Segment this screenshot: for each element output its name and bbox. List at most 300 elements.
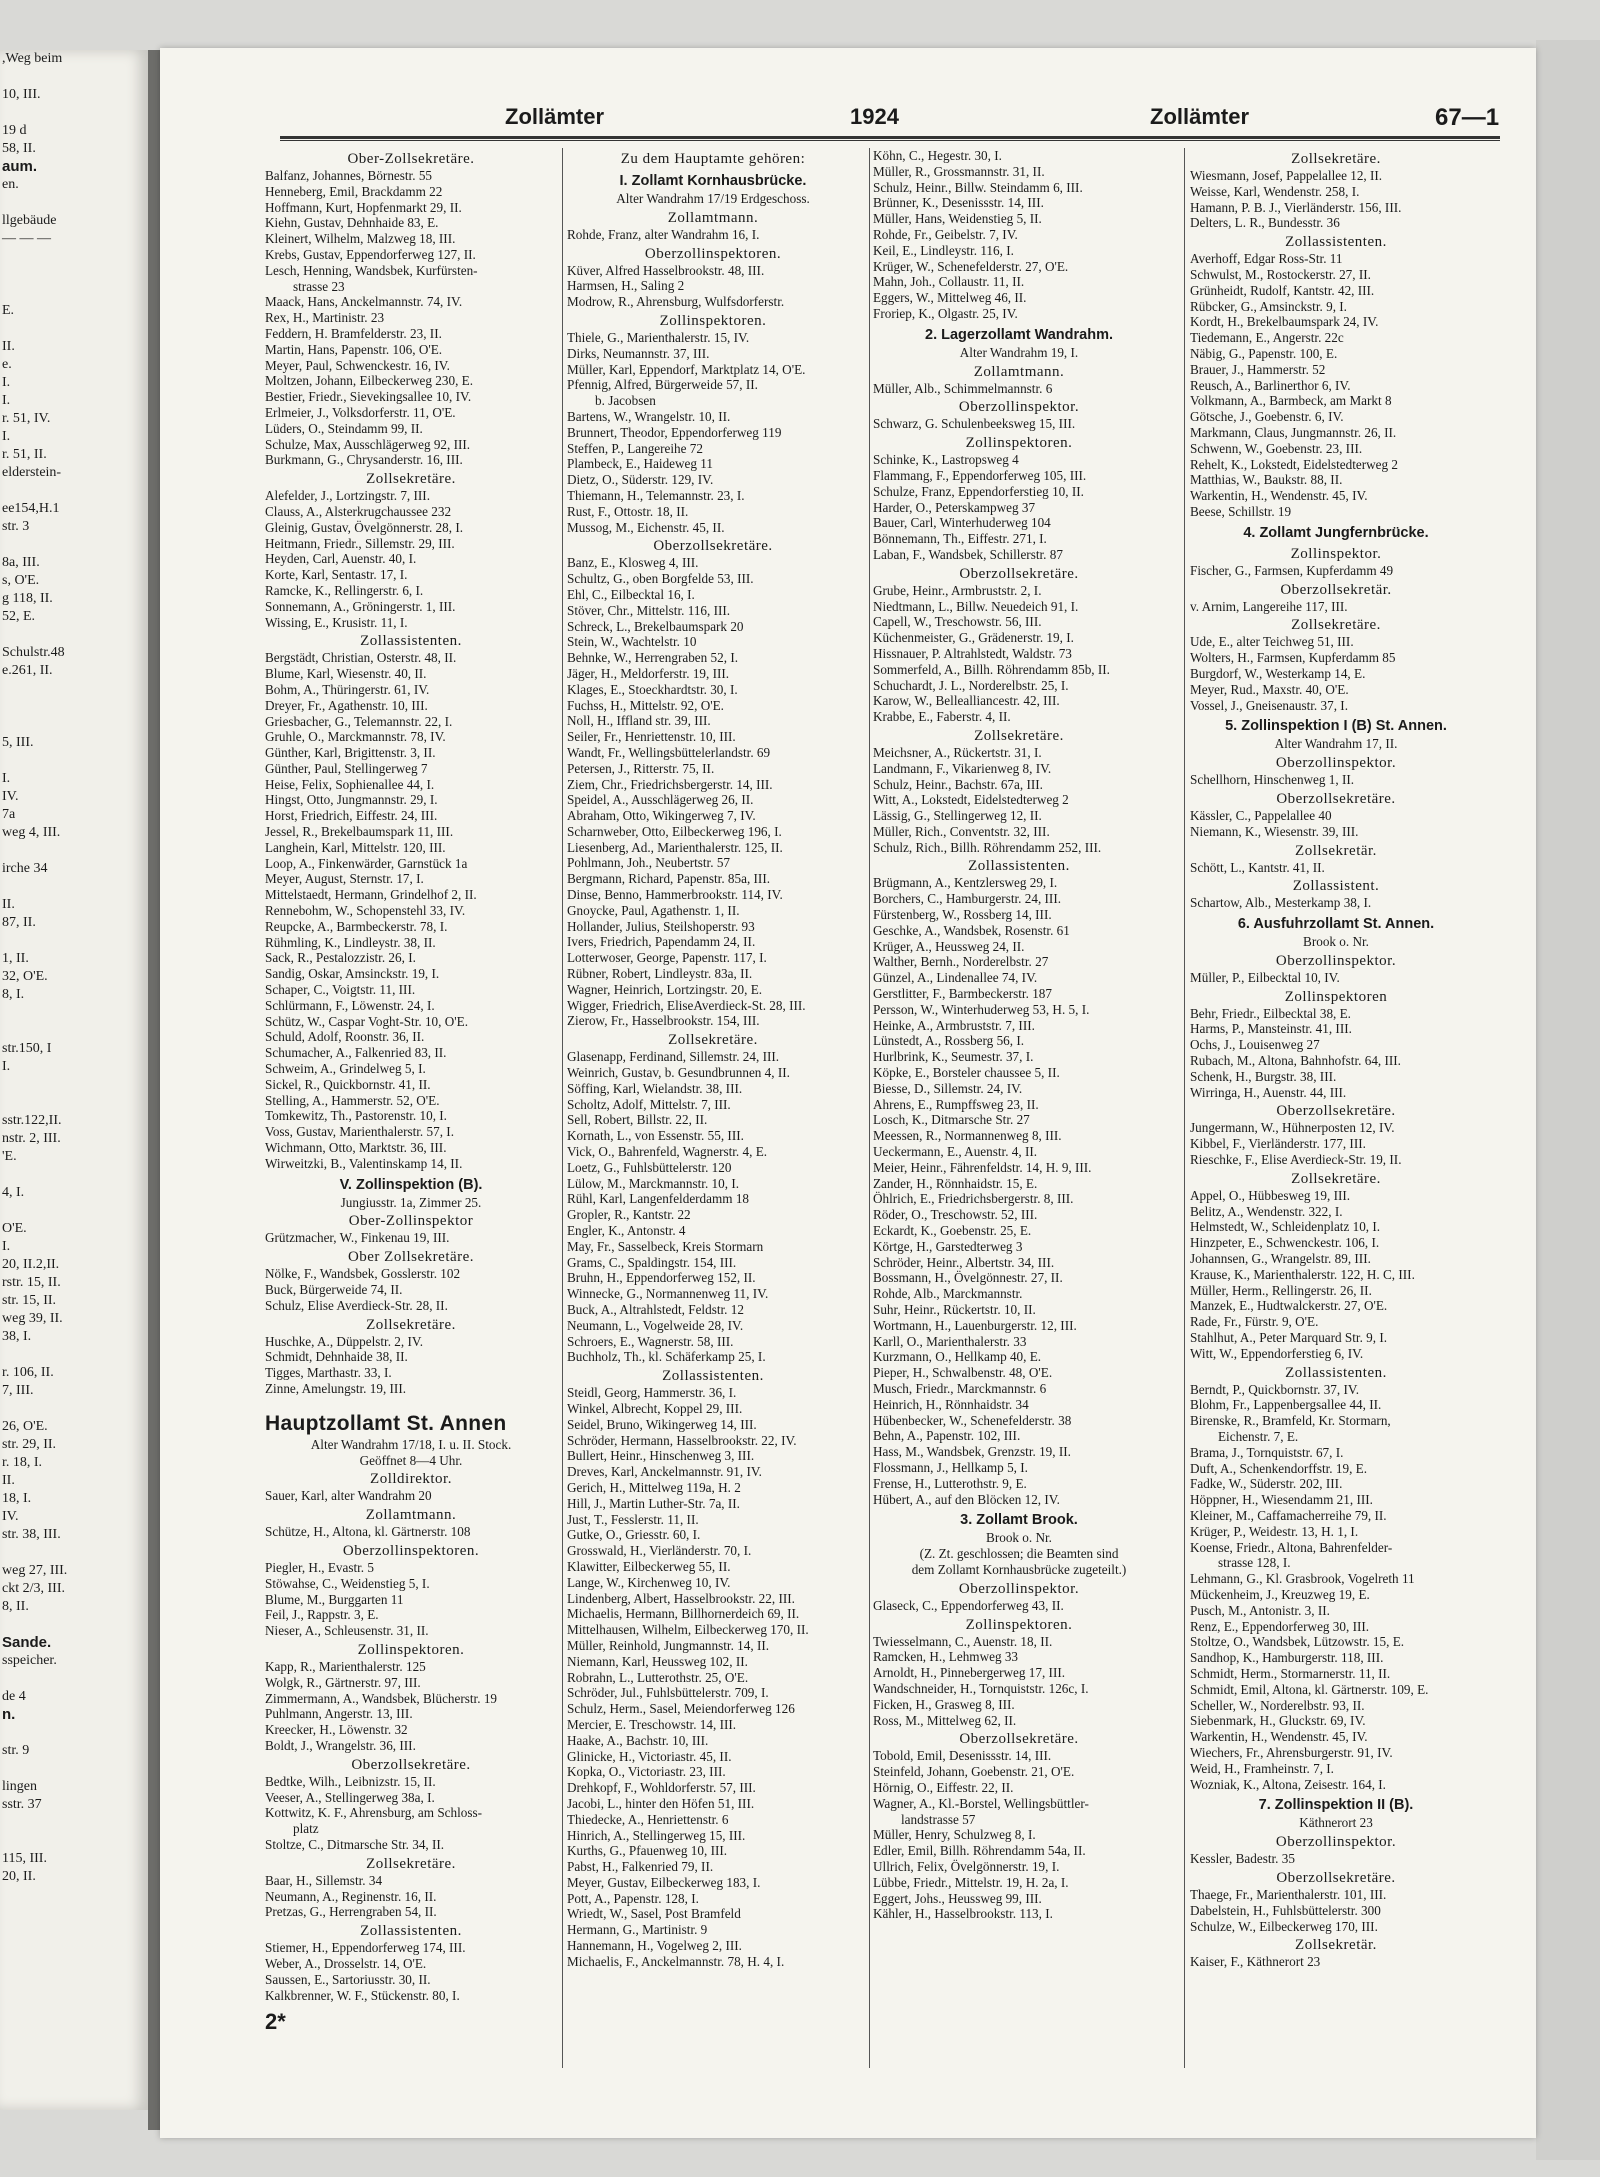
directory-entry: Laban, F., Wandsbek, Schillerstr. 87 <box>873 546 1063 562</box>
directory-entry: Meyer, Paul, Schwenckestr. 16, IV. <box>265 357 450 373</box>
directory-entry: Baar, H., Sillemstr. 34 <box>265 1872 383 1888</box>
directory-entry: Grünheidt, Rudolf, Kantstr. 42, III. <box>1190 282 1375 298</box>
directory-entry: Flossmann, J., Hellkamp 5, I. <box>873 1459 1028 1475</box>
entry-continuation: strasse 23 <box>293 278 345 294</box>
prev-page-line <box>0 320 148 338</box>
directory-entry: Heinke, A., Armbruststr. 7, III. <box>873 1017 1035 1033</box>
directory-entry: Rieschke, F., Elise Averdieck-Str. 19, II. <box>1190 1152 1402 1168</box>
header-rule <box>280 136 1500 139</box>
directory-entry: Jäger, H., Meldorferstr. 19, III. <box>567 665 730 681</box>
section-heading: Ober-Zollinspektor <box>348 1213 474 1230</box>
directory-entry: Schulze, W., Eilbeckerweg 170, III. <box>1190 1918 1378 1934</box>
directory-entry: Lotterwoser, George, Papenstr. 117, I. <box>567 950 767 966</box>
section-heading: Ober-Zollsekretäre. <box>347 151 475 167</box>
directory-entry: Kurzmann, O., Hellkamp 40, E. <box>873 1349 1042 1365</box>
section-heading: Zollsekretäre. <box>1291 617 1381 634</box>
directory-entry: Schinke, K., Lastropsweg 4 <box>873 452 1019 468</box>
directory-entry: Huschke, A., Düppelstr. 2, IV. <box>265 1333 423 1349</box>
directory-entry: Hamann, P. B. J., Vierländerstr. 156, III. <box>1190 199 1402 215</box>
directory-entry: Stahlhut, A., Peter Marquard Str. 9, I. <box>1190 1330 1388 1346</box>
directory-entry: Ramcken, H., Lehmweg 33 <box>873 1649 1019 1665</box>
directory-entry: Kreecker, H., Löwenstr. 32 <box>265 1722 408 1738</box>
directory-entry: Rübner, Robert, Lindleystr. 83a, II. <box>567 966 753 982</box>
directory-entry: Landmann, F., Vikarienweg 8, IV. <box>873 760 1052 776</box>
prev-page-line: I. <box>2 375 11 390</box>
directory-entry: Günzel, A., Lindenallee 74, IV. <box>873 970 1038 986</box>
directory-entry: Stoltze, O., Wandsbek, Lützowstr. 15, E. <box>1190 1634 1405 1650</box>
directory-entry: Karow, W., Bellealliancestr. 42, III. <box>873 693 1060 709</box>
prev-page-line <box>0 680 148 698</box>
directory-entry: Schwulst, M., Rostockerstr. 27, II. <box>1190 266 1371 282</box>
section-heading: Oberzollsekretäre. <box>1276 1869 1396 1886</box>
prev-page-line <box>0 68 148 86</box>
prev-page-line: s, O'E. <box>2 573 40 588</box>
header-year: 1924 <box>850 104 899 129</box>
directory-entry: Lindenberg, Albert, Hasselbrookstr. 22, III. <box>567 1590 795 1606</box>
section-heading: Oberzollinspektor. <box>958 1580 1080 1597</box>
directory-entry: Lehmann, G., Kl. Grasbrook, Vogelreth 11 <box>1190 1571 1415 1587</box>
directory-entry: Weisse, Karl, Wendenstr. 258, I. <box>1190 183 1360 199</box>
prev-page-line: sspeicher. <box>2 1653 57 1668</box>
prev-page-line: 20, II. <box>2 1869 36 1884</box>
directory-entry: Ullrich, Felix, Övelgönnerstr. 19, I. <box>873 1858 1060 1874</box>
directory-entry: Schulze, Franz, Eppendorferstieg 10, II. <box>873 483 1084 499</box>
prev-page-line: I. <box>2 429 11 444</box>
directory-entry: Müller, Karl, Eppendorf, Marktplatz 14, O'E. <box>567 361 806 377</box>
directory-entry: Ramcke, K., Rellingerstr. 6, I. <box>265 582 424 598</box>
section-heading: Zollsekretäre. <box>668 1032 758 1049</box>
directory-entry: Helmstedt, W., Schleidenplatz 10, I. <box>1190 1219 1381 1235</box>
section-heading: Zollinspektoren. <box>965 1616 1073 1633</box>
directory-page <box>160 48 1536 2138</box>
directory-entry: Schulz, Rich., Billh. Röhrendamm 252, III. <box>873 839 1102 855</box>
directory-entry: Heise, Felix, Sophienallee 44, I. <box>265 776 435 792</box>
directory-entry: Banz, E., Klosweg 4, III. <box>567 555 699 571</box>
directory-entry: Edler, Emil, Billh. Röhrendamm 54a, II. <box>873 1843 1086 1859</box>
prev-page-line: ckt 2/3, III. <box>2 1581 65 1596</box>
prev-page-line: II. <box>2 897 15 912</box>
directory-entry: Klawitter, Eilbeckerweg 55, II. <box>567 1558 731 1574</box>
directory-entry: Heitmann, Friedr., Sillemstr. 29, III. <box>265 535 455 551</box>
prev-page-line: irche 34 <box>2 861 48 876</box>
directory-entry: Meyer, Rud., Maxstr. 40, O'E. <box>1190 681 1349 697</box>
directory-entry: Ficken, H., Grasweg 8, III. <box>873 1696 1015 1712</box>
office-address: Alter Wandrahm 17/19 Erdgeschoss. <box>616 191 810 206</box>
directory-entry: Eggers, W., Mittelweg 46, II. <box>873 290 1027 306</box>
directory-entry: Volkmann, A., Barmbeck, am Markt 8 <box>1190 393 1392 409</box>
directory-entry: Brunnert, Theodor, Eppendorferweg 119 <box>567 424 782 440</box>
directory-entry: Lülow, M., Marckmannstr. 10, I. <box>567 1175 740 1191</box>
column-divider <box>1184 148 1185 2068</box>
directory-entry: Scholtz, Adolf, Mittelstr. 7, III. <box>567 1096 731 1112</box>
directory-entry: Schött, L., Kantstr. 41, II. <box>1190 859 1325 875</box>
directory-entry: Loetz, G., Fuhlsbüttelerstr. 120 <box>567 1159 732 1175</box>
directory-entry: Thiedecke, A., Henriettenstr. 6 <box>567 1811 729 1827</box>
directory-entry: Schulz, Heinr., Bachstr. 67a, III. <box>873 776 1043 792</box>
directory-entry: Hannemann, H., Vogelweg 2, III. <box>567 1938 742 1954</box>
prev-page-line <box>0 536 148 554</box>
directory-entry: Wolters, H., Farmsen, Kupferdamm 85 <box>1190 650 1396 666</box>
directory-entry: Schröder, Jul., Fuhlsbüttelerstr. 709, I. <box>567 1685 769 1701</box>
directory-entry: Näbig, G., Papenstr. 100, E. <box>1190 345 1338 361</box>
directory-entry: Keil, E., Lindleystr. 116, I. <box>873 242 1014 258</box>
directory-entry: Schwenn, W., Goebenstr. 23, III. <box>1190 440 1363 456</box>
directory-entry: Liesenberg, Ad., Marienthalerstr. 125, II. <box>567 839 783 855</box>
prev-page-line: str. 3 <box>2 519 30 534</box>
directory-entry: Moltzen, Johann, Eilbeckerweg 230, E. <box>265 373 474 389</box>
office-address: Alter Wandrahm 19, I. <box>959 344 1079 360</box>
directory-entry: Belitz, A., Wendenstr. 322, I. <box>1190 1203 1343 1219</box>
directory-entry: Stöver, Chr., Mittelstr. 116, III. <box>567 602 731 618</box>
section-heading: Oberzollinspektor. <box>1275 952 1397 969</box>
directory-entry: Rohde, Fr., Geibelstr. 7, IV. <box>873 226 1018 242</box>
directory-entry: Rübcker, G., Amsinckstr. 9, I. <box>1190 298 1347 314</box>
directory-entry: Jungermann, W., Hühnerposten 12, IV. <box>1190 1120 1395 1136</box>
directory-entry: Krabbe, E., Faberstr. 4, II. <box>873 709 1011 725</box>
directory-entry: Warkentin, H., Wendenstr. 45, IV. <box>1190 1729 1368 1745</box>
directory-entry: Mussog, M., Eichenstr. 45, II. <box>567 519 725 535</box>
prev-page-line: r. 106, II. <box>2 1365 54 1380</box>
directory-entry: Krause, K., Marienthalerstr. 122, H. C, III. <box>1190 1266 1415 1282</box>
directory-entry: Vossel, J., Gneisenaustr. 37, I. <box>1190 697 1348 713</box>
directory-entry: Hass, M., Wandsbek, Grenzstr. 19, II. <box>873 1444 1071 1460</box>
directory-entry: Appel, O., Hübbesweg 19, III. <box>1190 1187 1351 1203</box>
directory-entry: Blume, Karl, Wiesenstr. 40, II. <box>265 666 427 682</box>
section-heading: Zollsekretäre. <box>1291 151 1381 167</box>
directory-entry: Capell, W., Treschowstr. 56, III. <box>873 614 1042 630</box>
directory-entry: Wandt, Fr., Wellingsbüttelerlandstr. 69 <box>567 744 771 760</box>
section-heading: Ober Zollsekretäre. <box>347 1249 475 1266</box>
directory-entry: Maack, Hans, Anckelmannstr. 74, IV. <box>265 294 463 310</box>
section-heading: Zollassistenten. <box>968 858 1070 875</box>
directory-entry: Ochs, J., Louisenweg 27 <box>1190 1037 1320 1053</box>
directory-entry: Dinse, Benno, Hammerbrookstr. 114, IV. <box>567 887 783 903</box>
directory-entry: Kurths, G., Pfauenweg 10, III. <box>567 1843 728 1859</box>
directory-entry: Brauer, J., Hammerstr. 52 <box>1190 361 1326 377</box>
directory-entry: Griesbacher, G., Telemannstr. 22, I. <box>265 713 453 729</box>
directory-entry: Schulz, Herm., Sasel, Meiendorferweg 126 <box>567 1701 795 1717</box>
directory-entry: Wissing, E., Krusistr. 11, I. <box>265 614 408 630</box>
directory-entry: Loop, A., Finkenwärder, Garnstück 1a <box>265 855 468 871</box>
directory-entry: Brügmann, A., Kentzlersweg 29, I. <box>873 875 1058 891</box>
directory-entry: Hill, J., Martin Luther-Str. 7a, II. <box>567 1495 740 1511</box>
directory-entry: Haake, A., Bachstr. 10, III. <box>567 1732 709 1748</box>
directory-entry: Winnecke, G., Normannenweg 11, IV. <box>567 1286 769 1302</box>
prev-page-line: 1, II. <box>2 951 29 966</box>
entry-continuation: landstrasse 57 <box>901 1811 976 1827</box>
directory-entry: Drehkopf, F., Wohldorferstr. 57, III. <box>567 1780 756 1796</box>
office-heading: 6. Ausfuhrzollamt St. Annen. <box>1237 916 1435 933</box>
directory-entry: Bruhn, H., Eppendorferweg 152, II. <box>567 1270 756 1286</box>
directory-entry: Hurlbrink, K., Seumestr. 37, I. <box>873 1049 1034 1065</box>
office-heading: 7. Zollinspektion II (B). <box>1258 1797 1414 1814</box>
section-heading: Zollinspektoren. <box>965 435 1073 452</box>
directory-entry: Seiler, Fr., Henriettenstr. 10, III. <box>567 729 736 745</box>
directory-entry: Dreves, Karl, Anckelmannstr. 91, IV. <box>567 1464 762 1480</box>
directory-entry: Thiemann, H., Telemannstr. 23, I. <box>567 487 745 503</box>
directory-entry: Niemann, K., Wiesenstr. 39, III. <box>1190 823 1359 839</box>
directory-entry: Renz, E., Eppendorferweg 30, III. <box>1190 1618 1370 1634</box>
directory-entry: Biesse, D., Sillemstr. 24, IV. <box>873 1080 1023 1096</box>
section-heading: Zollsekretäre. <box>1291 1170 1381 1187</box>
prev-page-line <box>0 1760 148 1778</box>
prev-page-line: r. 51, IV. <box>2 411 51 426</box>
prev-page-line: weg 4, III. <box>2 825 61 840</box>
section-heading: Zollinspektoren <box>1284 988 1388 1005</box>
directory-entry: Seidel, Bruno, Wikingerweg 14, III. <box>567 1416 757 1432</box>
directory-entry: Günther, Paul, Stellingerweg 7 <box>265 760 428 776</box>
directory-entry: Harder, O., Peterskampweg 37 <box>873 499 1036 515</box>
prev-page-line: 26, O'E. <box>2 1419 48 1434</box>
directory-entry: Eggert, Johs., Heussweg 99, III. <box>873 1890 1042 1906</box>
directory-entry: Steidl, Georg, Hammerstr. 36, I. <box>567 1385 737 1401</box>
directory-entry: Kalkbrenner, W. F., Stückenstr. 80, I. <box>265 1987 460 2003</box>
signature-mark: 2* <box>265 2009 286 2035</box>
directory-entry: Fischer, G., Farmsen, Kupferdamm 49 <box>1190 562 1394 578</box>
prev-page-line <box>0 482 148 500</box>
directory-entry: Zimmermann, A., Wandsbek, Blücherstr. 19 <box>265 1690 498 1706</box>
directory-entry: Bergmann, Richard, Papenstr. 85a, III. <box>567 871 771 887</box>
directory-entry: Eckardt, K., Goebenstr. 25, E. <box>873 1223 1032 1239</box>
prev-page-line <box>0 1004 148 1022</box>
section-heading: Oberzollsekretär. <box>1280 581 1392 598</box>
directory-entry: Frense, H., Lutterothstr. 9, E. <box>873 1475 1027 1491</box>
directory-entry: Hollander, Julius, Steilshoperstr. 93 <box>567 918 755 934</box>
prev-page-line: sstr.122,II. <box>2 1113 62 1128</box>
directory-entry: Sommerfeld, A., Billh. Röhrendamm 85b, II. <box>873 661 1110 677</box>
directory-entry: Bauer, Carl, Winterhuderweg 104 <box>873 515 1051 531</box>
directory-entry: Schenk, H., Burgstr. 38, III. <box>1190 1068 1337 1084</box>
section-heading: Oberzollinspektor. <box>958 399 1080 416</box>
directory-entry: Küchenmeister, G., Grädenerstr. 19, I. <box>873 630 1074 646</box>
directory-entry: Wortmann, H., Lauenburgerstr. 12, III. <box>873 1317 1077 1333</box>
directory-entry: Steffen, P., Langereihe 72 <box>567 440 703 456</box>
directory-entry: Schmidt, Herm., Stormarnerstr. 11, II. <box>1190 1665 1391 1681</box>
directory-entry: Birenske, R., Bramfeld, Kr. Stormarn, <box>1190 1413 1391 1429</box>
directory-entry: Meyer, Gustav, Eilbeckerweg 183, I. <box>567 1874 761 1890</box>
directory-entry: Karll, O., Marienthalerstr. 33 <box>873 1333 1027 1349</box>
directory-entry: Stein, W., Wachtelstr. 10 <box>567 634 697 650</box>
prev-page-line <box>0 878 148 896</box>
section-heading: Zollamtmann. <box>973 363 1065 380</box>
directory-entry: Krüger, W., Schenefelderstr. 27, O'E. <box>873 258 1069 274</box>
directory-entry: Just, T., Fesslerstr. 11, II. <box>567 1511 699 1527</box>
directory-entry: Scharnweber, Otto, Eilbeckerweg 196, I. <box>567 823 782 839</box>
prev-page-line: IV. <box>2 789 19 804</box>
directory-entry: Wozniak, K., Altona, Zeisestr. 164, I. <box>1190 1776 1386 1792</box>
prev-page-line: weg 39, II. <box>2 1311 63 1326</box>
directory-entry: Steinfeld, Johann, Goebenstr. 21, O'E. <box>873 1764 1075 1780</box>
directory-entry: Rubach, M., Altona, Bahnhofstr. 64, III. <box>1190 1053 1401 1069</box>
directory-entry: Arnoldt, H., Pinnebergerweg 17, III. <box>873 1665 1066 1681</box>
directory-entry: Gutke, O., Griesstr. 60, I. <box>567 1527 701 1543</box>
directory-entry: Wandschneider, H., Tornquiststr. 126c, I. <box>873 1680 1089 1696</box>
office-address: Brook o. Nr. <box>986 1530 1052 1546</box>
office-address: Geöffnet 8—4 Uhr. <box>359 1452 463 1468</box>
directory-entry: Martin, Hans, Papenstr. 106, O'E. <box>265 341 443 357</box>
entry-continuation: Eichenstr. 7, E. <box>1218 1429 1299 1445</box>
entry-continuation: platz <box>293 1821 319 1837</box>
directory-entry: v. Arnim, Langereihe 117, III. <box>1190 598 1348 614</box>
directory-entry: Dabelstein, H., Fuhlsbüttelerstr. 300 <box>1190 1902 1381 1918</box>
directory-entry: Engler, K., Antonstr. 4 <box>567 1223 686 1239</box>
directory-entry: Glaseck, C., Eppendorferweg 43, II. <box>873 1597 1064 1613</box>
section-heading: Oberzollinspektoren. <box>644 245 782 262</box>
prev-page-line <box>0 1814 148 1832</box>
directory-entry: Wagner, A., Kl.-Borstel, Wellingsbüttler- <box>873 1795 1089 1811</box>
directory-entry: Köhn, C., Hegestr. 30, I. <box>873 148 1002 163</box>
previous-page-fragment <box>0 50 148 2110</box>
directory-entry: Sauer, Karl, alter Wandrahm 20 <box>265 1488 432 1504</box>
directory-entry: Losch, K., Ditmarsche Str. 27 <box>873 1112 1030 1128</box>
scan-edge <box>1536 40 1600 2160</box>
prev-page-line: O'E. <box>2 1221 27 1236</box>
prev-page-line <box>0 1166 148 1184</box>
prev-page-line: aum. <box>2 158 38 175</box>
directory-entry: Petersen, J., Ritterstr. 75, II. <box>567 760 715 776</box>
main-office-heading: Hauptzollamt St. Annen <box>265 1411 507 1435</box>
section-heading: Zollsekretäre. <box>974 727 1064 744</box>
directory-entry: Dietz, O., Süderstr. 129, IV. <box>567 472 714 488</box>
directory-entry: Stöwahse, C., Weidenstieg 5, I. <box>265 1575 430 1591</box>
directory-entry: Körtge, H., Garstedterweg 3 <box>873 1238 1023 1254</box>
directory-entry: Behr, Friedr., Eilbecktal 38, E. <box>1190 1005 1351 1021</box>
directory-entry: Bergstädt, Christian, Osterstr. 48, II. <box>265 650 457 666</box>
prev-page-line: IV. <box>2 1509 19 1524</box>
directory-entry: Dreyer, Fr., Agathenstr. 10, III. <box>265 697 428 713</box>
prev-page-line <box>0 1832 148 1850</box>
directory-entry: Bönnemann, Th., Eiffestr. 271, I. <box>873 531 1047 547</box>
prev-page-line: 8, I. <box>2 987 25 1002</box>
directory-entry: Matthias, W., Baukstr. 88, II. <box>1190 472 1343 488</box>
directory-entry: Rehelt, K., Lokstedt, Eidelstedterweg 2 <box>1190 456 1399 472</box>
directory-entry: Johannsen, G., Wrangelstr. 89, III. <box>1190 1251 1371 1267</box>
directory-entry: Schaper, C., Voigtstr. 11, III. <box>265 982 416 998</box>
prev-page-line <box>0 842 148 860</box>
directory-entry: Kessler, Badestr. 35 <box>1190 1851 1295 1867</box>
prev-page-line: Schulstr.48 <box>2 645 65 660</box>
column-3 <box>873 148 1165 1922</box>
prev-page-line <box>0 1400 148 1418</box>
column-4 <box>1190 148 1482 1970</box>
directory-entry: Gleinig, Gustav, Övelgönnerstr. 28, I. <box>265 519 464 535</box>
directory-entry: Müller, Hans, Weidenstieg 5, II. <box>873 211 1042 227</box>
directory-entry: Tobold, Emil, Desenissstr. 14, III. <box>873 1748 1052 1764</box>
prev-page-line: 8a, III. <box>2 555 40 570</box>
prev-page-line: 18, I. <box>2 1491 32 1506</box>
prev-page-line: 7, III. <box>2 1383 34 1398</box>
directory-entry: Horst, Friedrich, Eiffestr. 24, III. <box>265 808 438 824</box>
prev-page-line: 20, II.2,II. <box>2 1257 60 1272</box>
office-address: Alter Wandrahm 17, II. <box>1274 736 1398 752</box>
directory-entry: Kornath, L., von Essenstr. 55, III. <box>567 1128 744 1144</box>
directory-entry: Heyden, Carl, Auenstr. 40, I. <box>265 551 417 567</box>
directory-entry: Müller, R., Grossmannstr. 31, II. <box>873 163 1045 179</box>
section-heading: Zollassistenten. <box>662 1368 764 1385</box>
directory-entry: Schartow, Alb., Mesterkamp 38, I. <box>1190 895 1372 911</box>
directory-entry: Krüger, P., Weidestr. 13, H. 1, I. <box>1190 1523 1359 1539</box>
directory-entry: Müller, Reinhold, Jungmannstr. 14, II. <box>567 1637 770 1653</box>
directory-entry: Dirks, Neumannstr. 37, III. <box>567 345 710 361</box>
directory-entry: Boldt, J., Wrangelstr. 36, III. <box>265 1737 416 1753</box>
section-heading: Zolldirektor. <box>370 1471 452 1488</box>
directory-entry: Markmann, Claus, Jungmannstr. 26, II. <box>1190 424 1397 440</box>
directory-entry: Modrow, R., Ahrensburg, Wulfsdorferstr. <box>567 294 785 310</box>
directory-entry: Voss, Gustav, Marienthalerstr. 57, I. <box>265 1124 454 1140</box>
prev-page-line: 19 d <box>2 123 27 138</box>
directory-entry: Stiemer, H., Eppendorferweg 174, III. <box>265 1940 466 1956</box>
directory-entry: Burkmann, G., Chrysanderstr. 16, III. <box>265 452 463 468</box>
directory-entry: Schellhorn, Hinschenweg 1, II. <box>1190 772 1355 788</box>
directory-entry: Schulz, Elise Averdieck-Str. 28, II. <box>265 1297 448 1313</box>
directory-entry: Tiedemann, E., Angerstr. 22c <box>1190 330 1344 346</box>
directory-entry: Thiele, G., Marienthalerstr. 15, IV. <box>567 329 750 345</box>
directory-entry: Langhein, Karl, Mittelstr. 120, III. <box>265 839 446 855</box>
directory-entry: Winkel, Albrecht, Koppel 29, III. <box>567 1400 743 1416</box>
directory-entry: Ross, M., Mittelweg 62, II. <box>873 1712 1017 1728</box>
section-heading: Zollassistent. <box>1292 878 1380 895</box>
directory-entry: Siebenmark, H., Gluckstr. 69, IV. <box>1190 1713 1366 1729</box>
directory-entry: Stoltze, C., Ditmarsche Str. 34, II. <box>265 1836 445 1852</box>
directory-entry: Scheller, W., Norderelbstr. 93, II. <box>1190 1697 1365 1713</box>
prev-page-line: ee154,H.1 <box>2 501 60 516</box>
directory-entry: Warkentin, H., Wendenstr. 45, IV. <box>1190 488 1368 504</box>
office-heading: 2. Lagerzollamt Wandrahm. <box>925 326 1113 343</box>
directory-entry: Grube, Heinr., Armbruststr. 2, I. <box>873 582 1042 598</box>
directory-entry: Kähler, H., Hasselbrookstr. 113, I. <box>873 1906 1053 1922</box>
directory-entry: Ahrens, E., Rumpffsweg 23, II. <box>873 1096 1039 1112</box>
directory-entry: Müller, P., Eilbecktal 10, IV. <box>1190 969 1340 985</box>
office-heading: V. Zollinspektion (B). <box>339 1176 483 1193</box>
prev-page-line: rstr. 15, II. <box>2 1275 61 1290</box>
prev-page-line: str. 9 <box>2 1743 30 1758</box>
office-heading: 4. Zollamt Jungfernbrücke. <box>1243 524 1429 541</box>
section-heading: Oberzollsekretäre. <box>653 538 773 555</box>
directory-entry: Froriep, K., Olgastr. 25, IV. <box>873 305 1018 321</box>
prev-page-line: 'E. <box>2 1149 17 1164</box>
directory-entry: Jessel, R., Brekelbaumspark 11, III. <box>265 824 454 840</box>
directory-entry: Neumann, A., Reginenstr. 16, II. <box>265 1888 437 1904</box>
directory-entry: Ehl, C., Eilbecktal 16, I. <box>567 586 695 602</box>
column-divider <box>562 148 563 2068</box>
directory-entry: Pretzas, G., Herrengraben 54, II. <box>265 1904 437 1920</box>
directory-entry: Saussen, E., Sartoriusstr. 30, II. <box>265 1971 431 1987</box>
book-gutter <box>148 50 160 2130</box>
directory-entry: Zierow, Fr., Hasselbrookstr. 154, III. <box>567 1013 760 1029</box>
directory-entry: Krüger, A., Heussweg 24, II. <box>873 938 1025 954</box>
directory-entry: Flammang, F., Eppendorferweg 105, III. <box>873 467 1087 483</box>
directory-entry: Reupcke, A., Barmbeckerstr. 78, I. <box>265 918 448 934</box>
directory-entry: Schlürmann, F., Löwenstr. 24, I. <box>265 997 435 1013</box>
directory-entry: Buck, A., Altrahlstedt, Feldstr. 12 <box>567 1302 744 1317</box>
prev-page-line: — — — <box>2 231 51 246</box>
running-header <box>160 98 1536 138</box>
section-heading: Zollsekretäre. <box>366 1316 456 1333</box>
directory-entry: Mittelhausen, Wilhelm, Eilbeckerweg 170, II. <box>567 1622 809 1638</box>
prev-page-line: str. 38, III. <box>2 1527 61 1542</box>
prev-page-line: 115, III. <box>2 1851 47 1866</box>
directory-entry: Averhoff, Edgar Ross-Str. 11 <box>1190 251 1343 267</box>
section-heading: Zollassistenten. <box>1285 234 1387 251</box>
directory-entry: Wiechers, Fr., Ahrensburgerstr. 91, IV. <box>1190 1744 1393 1760</box>
prev-page-line: str.150, I <box>2 1041 52 1056</box>
directory-entry: Bestier, Friedr., Sievekingsallee 10, IV. <box>265 389 472 405</box>
prev-page-line: nstr. 2, III. <box>2 1131 61 1146</box>
directory-entry: Günther, Karl, Brigittenstr. 3, II. <box>265 745 436 761</box>
directory-entry: Wagner, Heinrich, Lortzingstr. 20, E. <box>567 981 763 997</box>
prev-page-line: r. 51, II. <box>2 447 47 462</box>
directory-entry: Delters, L. R., Bundesstr. 36 <box>1190 215 1340 231</box>
